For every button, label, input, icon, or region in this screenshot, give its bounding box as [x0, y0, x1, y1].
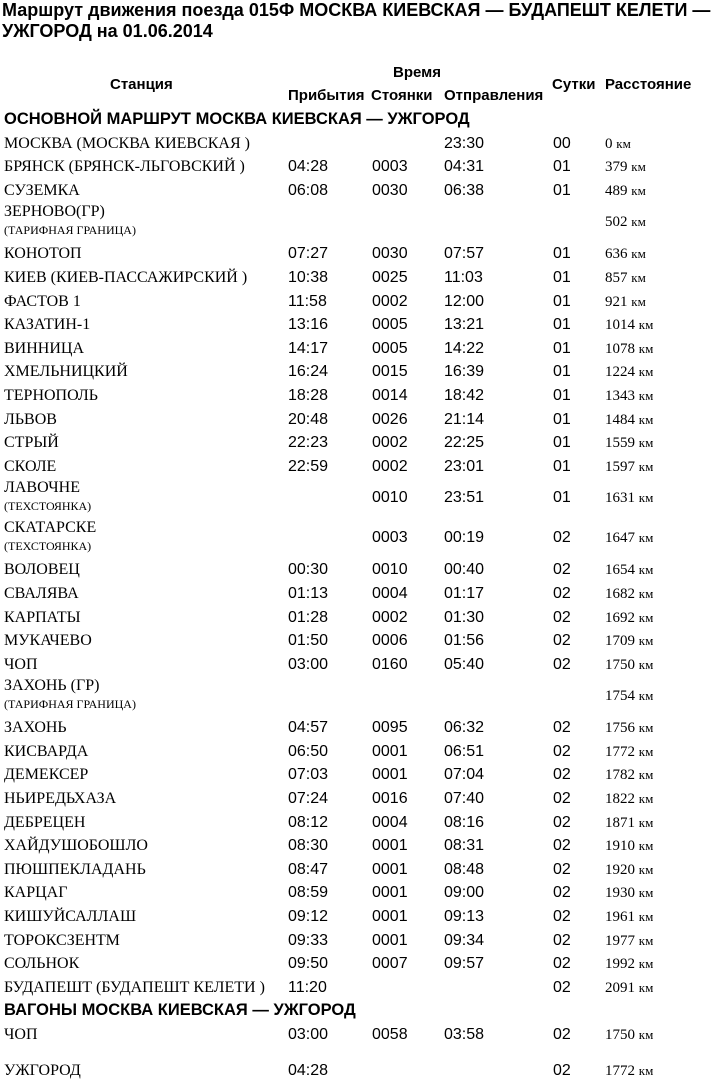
distance: 1692 км — [605, 609, 654, 626]
table-row — [0, 787, 726, 811]
table-row — [0, 431, 726, 455]
arrival-time: 14:17 — [288, 339, 329, 357]
stop-duration: 0003 — [372, 158, 408, 176]
departure-time: 23:01 — [444, 457, 485, 475]
arrival-time: 08:59 — [288, 884, 329, 902]
distance: 1910 км — [605, 838, 654, 855]
distance: 921 км — [605, 293, 646, 310]
departure-time: 16:39 — [444, 363, 485, 381]
station-name: ЛАВОЧНЕ — [4, 479, 80, 497]
header-distance: Расстояние — [605, 76, 692, 93]
station-name: ТЕРНОПОЛЬ — [4, 386, 98, 404]
table-row — [0, 881, 726, 905]
arrival-time: 16:24 — [288, 363, 329, 381]
stop-duration: 0002 — [372, 457, 408, 475]
day-number: 01 — [553, 410, 571, 428]
station-name: СКАТАРСКЕ — [4, 519, 97, 537]
distance: 1977 км — [605, 932, 654, 949]
departure-time: 01:17 — [444, 584, 485, 602]
day-number: 01 — [553, 339, 571, 357]
day-number: 02 — [553, 860, 571, 878]
arrival-time: 22:23 — [288, 434, 329, 452]
distance: 857 км — [605, 269, 646, 286]
stop-duration: 0014 — [372, 386, 408, 404]
distance: 2091 км — [605, 979, 654, 996]
distance: 1597 км — [605, 458, 654, 475]
day-number: 02 — [553, 742, 571, 760]
departure-time: 04:31 — [444, 158, 485, 176]
departure-time: 06:32 — [444, 719, 485, 737]
stop-duration: 0026 — [372, 410, 408, 428]
stop-duration: 0030 — [372, 181, 408, 199]
station-name: КИЕВ (КИЕВ-ПАССАЖИРСКИЙ ) — [4, 268, 248, 286]
day-number: 02 — [553, 978, 571, 996]
day-number: 02 — [553, 790, 571, 808]
header-time: Время — [393, 64, 441, 81]
station-name: ХМЕЛЬНИЦКИЙ — [4, 363, 128, 381]
departure-time: 09:34 — [444, 931, 485, 949]
table-row — [0, 266, 726, 290]
table-row — [0, 716, 726, 740]
departure-time: 14:22 — [444, 339, 485, 357]
departure-time: 07:40 — [444, 790, 485, 808]
table-row — [0, 834, 726, 858]
day-number: 02 — [553, 837, 571, 855]
stop-duration: 0001 — [372, 766, 408, 784]
table-row — [0, 132, 726, 156]
station-name: БУДАПЕШТ (БУДАПЕШТ КЕЛЕТИ ) — [4, 978, 265, 996]
station-name: УЖГОРОД — [4, 1062, 81, 1079]
arrival-time: 03:00 — [288, 655, 329, 673]
stop-duration: 0002 — [372, 434, 408, 452]
distance: 1822 км — [605, 791, 654, 808]
distance: 379 км — [605, 159, 646, 176]
departure-time: 12:00 — [444, 292, 485, 310]
station-name: ФАСТОВ 1 — [4, 292, 81, 310]
arrival-time: 11:20 — [288, 978, 327, 996]
day-number: 02 — [553, 908, 571, 926]
arrival-time: 07:27 — [288, 245, 329, 263]
table-row — [0, 763, 726, 787]
distance: 1782 км — [605, 767, 654, 784]
station-note: (ТАРИФНАЯ ГРАНИЦА) — [4, 697, 136, 712]
stop-duration: 0005 — [372, 316, 408, 334]
stop-duration: 0001 — [372, 742, 408, 760]
day-number: 01 — [553, 292, 571, 310]
day-number: 02 — [553, 766, 571, 784]
day-number: 02 — [553, 1026, 571, 1043]
distance: 1750 км — [605, 656, 654, 673]
day-number: 02 — [553, 1062, 571, 1079]
stop-duration: 0160 — [372, 655, 408, 673]
departure-time: 08:16 — [444, 813, 485, 831]
arrival-time: 07:03 — [288, 766, 329, 784]
departure-time: 09:57 — [444, 955, 485, 973]
section-title: ВАГОНЫ МОСКВА КИЕВСКАЯ — УЖГОРОД — [4, 1001, 356, 1020]
distance: 1750 км — [605, 1027, 654, 1043]
distance: 1871 км — [605, 814, 654, 831]
day-number: 01 — [553, 316, 571, 334]
table-row — [0, 558, 726, 582]
departure-time: 21:14 — [444, 410, 485, 428]
stop-duration: 0001 — [372, 908, 408, 926]
distance: 1631 км — [605, 490, 654, 507]
day-number: 01 — [553, 158, 571, 176]
station-name: ЗАХОНЬ (ГР) — [4, 677, 100, 695]
arrival-time: 08:47 — [288, 860, 329, 878]
station-name: ВОЛОВЕЦ — [4, 561, 80, 579]
distance: 1559 км — [605, 435, 654, 452]
station-name: КИШУЙСАЛЛАШ — [4, 908, 137, 926]
distance: 1224 км — [605, 364, 654, 381]
table-row — [0, 976, 726, 1000]
departure-time: 23:30 — [444, 134, 485, 152]
departure-time: 18:42 — [444, 386, 485, 404]
day-number: 02 — [553, 884, 571, 902]
day-number: 02 — [553, 655, 571, 673]
day-number: 01 — [553, 245, 571, 263]
station-name: ТОРОКСЗЕНТМ — [4, 931, 120, 949]
station-name: ЛЬВОВ — [4, 410, 57, 428]
arrival-time: 00:30 — [288, 561, 329, 579]
station-name: ЗЕРНОВО(ГР) — [4, 203, 105, 221]
day-number: 02 — [553, 955, 571, 973]
stop-duration: 0015 — [372, 363, 408, 381]
departure-time: 06:38 — [444, 181, 485, 199]
day-number: 02 — [553, 608, 571, 626]
stop-duration: 0002 — [372, 608, 408, 626]
arrival-time: 04:57 — [288, 719, 329, 737]
stop-duration: 0010 — [372, 561, 408, 579]
stop-duration: 0004 — [372, 584, 408, 602]
arrival-time: 01:28 — [288, 608, 329, 626]
station-name: КАЗАТИН-1 — [4, 316, 91, 334]
distance: 1756 км — [605, 720, 654, 737]
departure-time: 06:51 — [444, 742, 485, 760]
station-name: КОНОТОП — [4, 245, 82, 263]
station-name: ЗАХОНЬ — [4, 719, 67, 737]
arrival-time: 03:00 — [288, 1026, 329, 1043]
station-name: МОСКВА (МОСКВА КИЕВСКАЯ ) — [4, 134, 250, 152]
arrival-time: 01:13 — [288, 584, 329, 602]
stop-duration: 0001 — [372, 884, 408, 902]
distance: 1343 км — [605, 387, 654, 404]
arrival-time: 04:28 — [288, 1062, 329, 1079]
departure-time: 22:25 — [444, 434, 485, 452]
section-title: ОСНОВНОЙ МАРШРУТ МОСКВА КИЕВСКАЯ — УЖГОРОД — [4, 110, 470, 128]
departure-time: 23:51 — [444, 489, 485, 507]
distance: 502 км — [605, 214, 646, 231]
section-header — [0, 999, 726, 1023]
departure-time: 13:21 — [444, 316, 485, 334]
station-note: (ТЕХСТОЯНКА) — [4, 539, 92, 554]
table-row — [0, 676, 726, 716]
day-number: 01 — [553, 434, 571, 452]
table-row — [0, 478, 726, 518]
table-row — [0, 313, 726, 337]
station-note: (ТАРИФНАЯ ГРАНИЦА) — [4, 223, 136, 238]
arrival-time: 04:28 — [288, 158, 329, 176]
table-row — [0, 1059, 726, 1083]
station-name: КИСВАРДА — [4, 742, 89, 760]
arrival-time: 01:50 — [288, 632, 329, 650]
distance: 489 км — [605, 182, 646, 199]
table-row — [0, 740, 726, 764]
stop-duration: 0003 — [372, 529, 408, 547]
table-row — [0, 360, 726, 384]
header-stop: Стоянки — [371, 87, 433, 104]
departure-time: 11:03 — [444, 268, 483, 286]
table-row — [0, 811, 726, 835]
distance: 1709 км — [605, 633, 654, 650]
departure-time: 00:40 — [444, 561, 485, 579]
station-name: СВАЛЯВА — [4, 584, 79, 602]
stop-duration: 0025 — [372, 268, 408, 286]
arrival-time: 09:12 — [288, 908, 329, 926]
station-name: КАРЦАГ — [4, 884, 68, 902]
arrival-time: 09:50 — [288, 955, 329, 973]
distance: 1930 км — [605, 885, 654, 902]
table-row — [0, 1023, 726, 1059]
departure-time: 01:56 — [444, 632, 485, 650]
stop-duration: 0005 — [372, 339, 408, 357]
day-number: 02 — [553, 584, 571, 602]
station-name: ЧОП — [4, 1026, 38, 1043]
stop-duration: 0006 — [372, 632, 408, 650]
arrival-time: 06:08 — [288, 181, 329, 199]
table-row — [0, 952, 726, 976]
day-number: 02 — [553, 719, 571, 737]
station-name: ДЕБРЕЦЕН — [4, 813, 86, 831]
station-name: СКОЛЕ — [4, 457, 57, 475]
departure-time: 07:57 — [444, 245, 485, 263]
header-arrival: Прибытия — [288, 87, 365, 104]
distance: 1772 км — [605, 1063, 654, 1079]
day-number: 02 — [553, 561, 571, 579]
day-number: 02 — [553, 813, 571, 831]
arrival-time: 13:16 — [288, 316, 329, 334]
table-row — [0, 606, 726, 630]
departure-time: 03:58 — [444, 1026, 485, 1043]
header-station: Станция — [110, 76, 173, 93]
station-name: МУКАЧЕВО — [4, 632, 92, 650]
route-table — [0, 108, 726, 1083]
distance: 1654 км — [605, 562, 654, 579]
table-row — [0, 518, 726, 558]
arrival-time: 08:30 — [288, 837, 329, 855]
departure-time: 09:13 — [444, 908, 485, 926]
arrival-time: 10:38 — [288, 268, 329, 286]
stop-duration: 0007 — [372, 955, 408, 973]
section-header — [0, 108, 726, 132]
distance: 1992 км — [605, 956, 654, 973]
day-number: 01 — [553, 386, 571, 404]
station-name: НЬИРЕДЬХАЗА — [4, 790, 117, 808]
arrival-time: 07:24 — [288, 790, 329, 808]
day-number: 01 — [553, 268, 571, 286]
station-name: ДЕМЕКСЕР — [4, 766, 89, 784]
stop-duration: 0095 — [372, 719, 408, 737]
table-row — [0, 408, 726, 432]
table-row — [0, 858, 726, 882]
arrival-time: 20:48 — [288, 410, 329, 428]
stop-duration: 0016 — [372, 790, 408, 808]
station-name: СУЗЕМКА — [4, 181, 80, 199]
day-number: 02 — [553, 632, 571, 650]
departure-time: 00:19 — [444, 529, 485, 547]
station-name: СТРЫЙ — [4, 434, 59, 452]
departure-time: 07:04 — [444, 766, 485, 784]
stop-duration: 0058 — [372, 1026, 408, 1043]
table-row — [0, 384, 726, 408]
stop-duration: 0010 — [372, 489, 408, 507]
table-row — [0, 582, 726, 606]
station-name: ЧОП — [4, 655, 38, 673]
arrival-time: 08:12 — [288, 813, 329, 831]
day-number: 01 — [553, 181, 571, 199]
stop-duration: 0001 — [372, 860, 408, 878]
distance: 1754 км — [605, 688, 654, 705]
departure-time: 05:40 — [444, 655, 485, 673]
arrival-time: 09:33 — [288, 931, 329, 949]
station-name: ВИННИЦА — [4, 339, 84, 357]
departure-time: 01:30 — [444, 608, 485, 626]
arrival-time: 06:50 — [288, 742, 329, 760]
day-number: 02 — [553, 529, 571, 547]
distance: 0 км — [605, 135, 631, 152]
distance: 1484 км — [605, 411, 654, 428]
distance: 1920 км — [605, 861, 654, 878]
arrival-time: 22:59 — [288, 457, 329, 475]
table-row — [0, 653, 726, 677]
distance: 1682 км — [605, 585, 654, 602]
departure-time: 09:00 — [444, 884, 485, 902]
day-number: 01 — [553, 457, 571, 475]
day-number: 00 — [553, 134, 571, 152]
header-departure: Отправления — [444, 87, 544, 104]
page-title: Маршрут движения поезда 015Ф МОСКВА КИЕВСКАЯ — БУДАПЕШТ КЕЛЕТИ — УЖГОРОД на 01.06.2014 — [2, 0, 711, 41]
arrival-time: 18:28 — [288, 386, 329, 404]
station-name: КАРПАТЫ — [4, 608, 81, 626]
stop-duration: 0004 — [372, 813, 408, 831]
table-row — [0, 629, 726, 653]
stop-duration: 0001 — [372, 931, 408, 949]
table-row — [0, 179, 726, 203]
distance: 1647 км — [605, 530, 654, 547]
stop-duration: 0001 — [372, 837, 408, 855]
table-row — [0, 455, 726, 479]
station-note: (ТЕХСТОЯНКА) — [4, 499, 92, 514]
distance: 1961 км — [605, 909, 654, 926]
day-number: 01 — [553, 489, 571, 507]
stop-duration: 0030 — [372, 245, 408, 263]
arrival-time: 11:58 — [288, 292, 327, 310]
departure-time: 08:48 — [444, 860, 485, 878]
station-name: ПЮШПЕКЛАДАНЬ — [4, 860, 146, 878]
day-number: 02 — [553, 931, 571, 949]
stop-duration: 0002 — [372, 292, 408, 310]
table-row — [0, 929, 726, 953]
distance: 636 км — [605, 246, 646, 263]
table-row — [0, 290, 726, 314]
table-row — [0, 155, 726, 179]
departure-time: 08:31 — [444, 837, 485, 855]
distance: 1014 км — [605, 317, 654, 334]
table-row — [0, 202, 726, 242]
table-row — [0, 242, 726, 266]
day-number: 01 — [553, 363, 571, 381]
distance: 1772 км — [605, 743, 654, 760]
station-name: СОЛЬНОК — [4, 955, 80, 973]
header-days: Сутки — [552, 76, 596, 93]
distance: 1078 км — [605, 340, 654, 357]
table-row — [0, 337, 726, 361]
station-name: ХАЙДУШОБОШЛО — [4, 837, 148, 855]
table-row — [0, 905, 726, 929]
station-name: БРЯНСК (БРЯНСК-ЛЬГОВСКИЙ ) — [4, 158, 245, 176]
